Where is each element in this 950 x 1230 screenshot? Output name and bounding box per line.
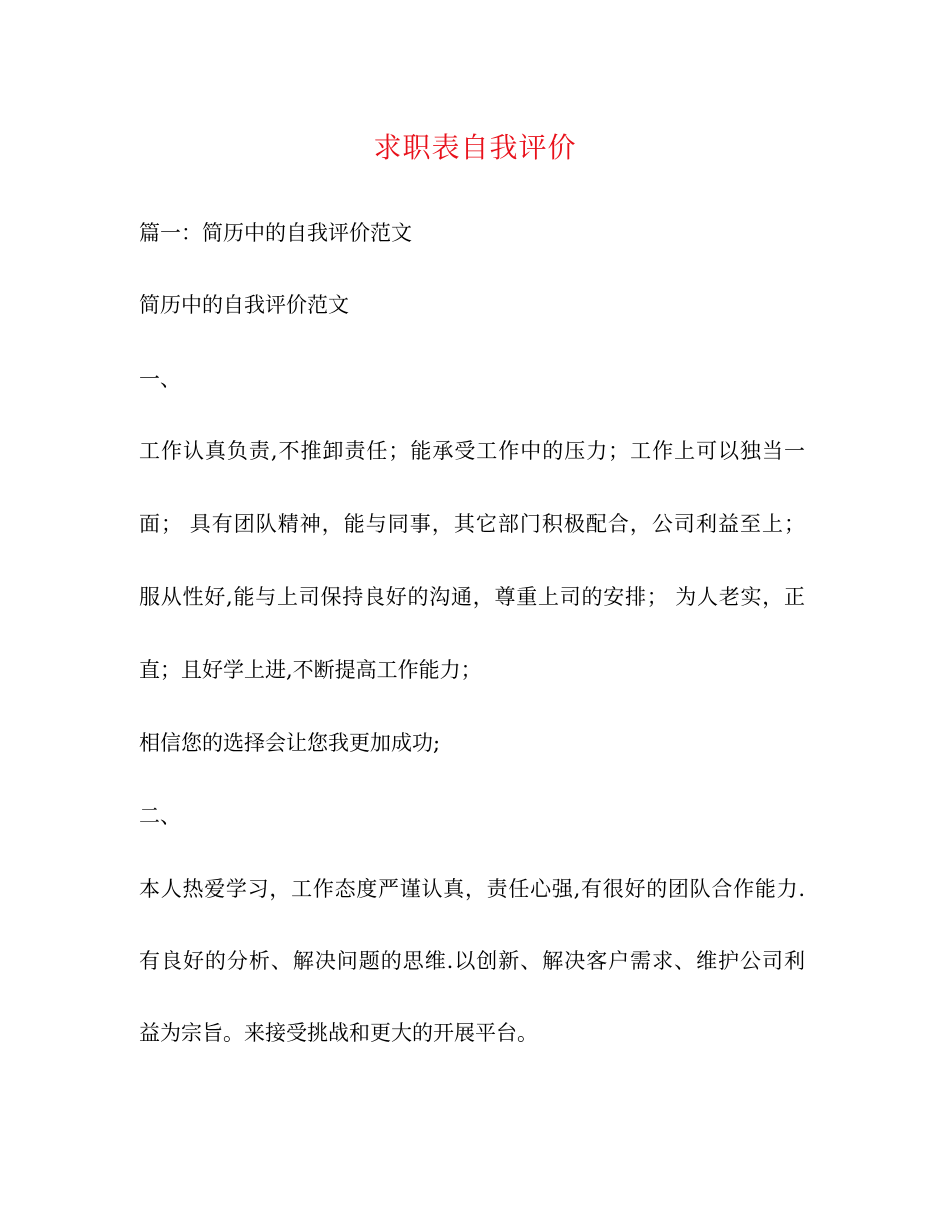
body-line: 服从性好,能与上司保持良好的沟通，尊重上司的安排； 为人老实，正: [139, 585, 805, 609]
section-heading: 篇一：简历中的自我评价范文: [139, 221, 412, 245]
document-title: 求职表自我评价: [373, 131, 577, 164]
subheading: 简历中的自我评价范文: [139, 293, 349, 317]
body-line: 本人热爱学习，工作态度严谨认真，责任心强,有很好的团队合作能力.: [139, 877, 805, 901]
list-marker-one: 一、: [139, 367, 181, 391]
body-line: 相信您的选择会让您我更加成功;: [139, 731, 441, 755]
body-line: 直；且好学上进,不断提高工作能力；: [139, 658, 482, 682]
list-marker-two: 二、: [139, 804, 181, 828]
body-line: 工作认真负责,不推卸责任；能承受工作中的压力；工作上可以独当一: [139, 439, 805, 463]
body-line: 有良好的分析、解决问题的思维.以创新、解决客户需求、维护公司利: [139, 949, 805, 973]
body-line: 面； 具有团队精神，能与同事，其它部门积极配合，公司利益至上；: [139, 512, 805, 536]
body-line: 益为宗旨。来接受挑战和更大的开展平台。: [139, 1021, 538, 1045]
